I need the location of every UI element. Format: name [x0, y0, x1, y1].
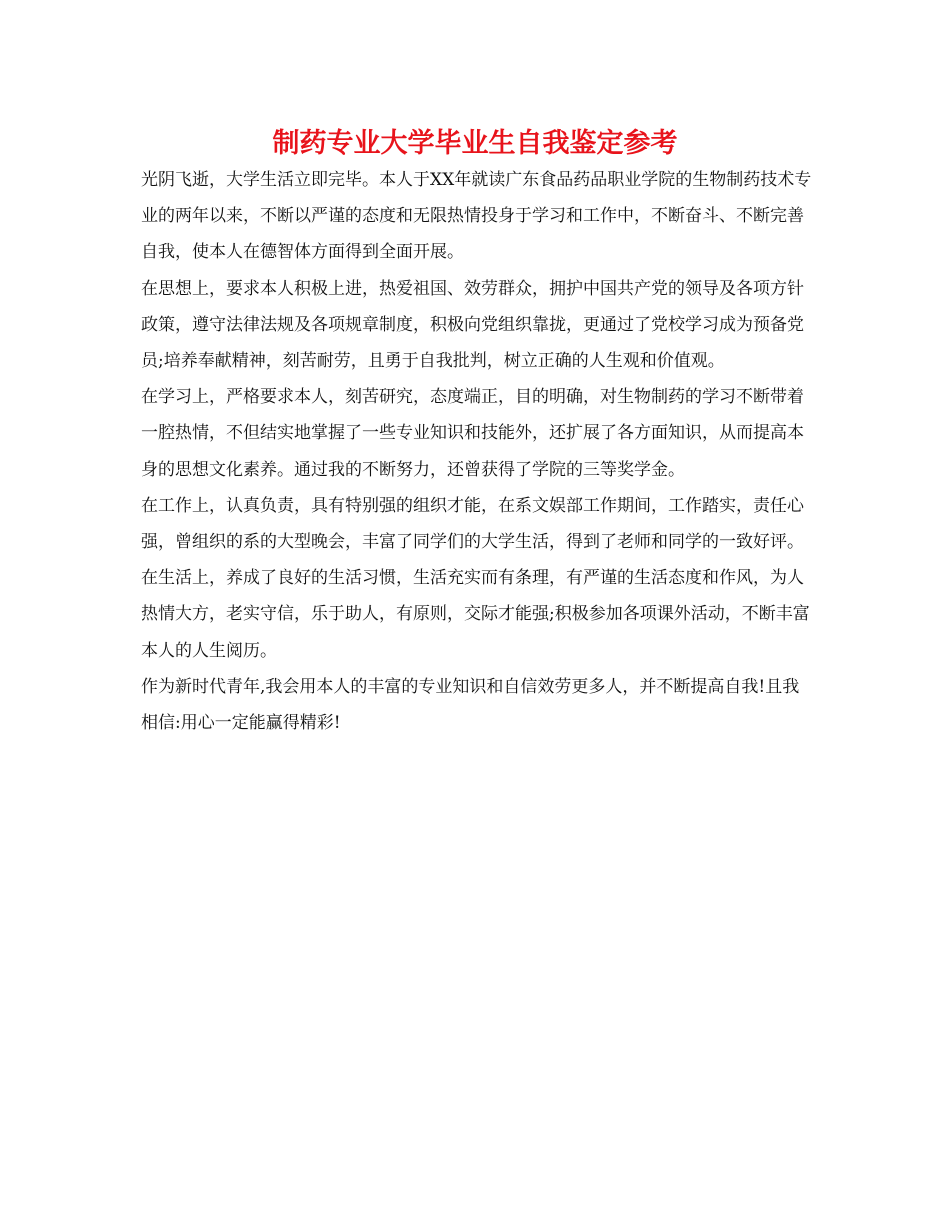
- paragraph-intro: 光阴飞逝，大学生活立即完毕。本人于XX年就读广东食品药品职业学院的生物制药技术专业的两年以来，不断以严谨的态度和无限热情投身于学习和工作中，不断奋斗、不断完善自我，使本人在德智体方面得到全面开展。: [141, 170, 812, 263]
- paragraph-conclusion: 作为新时代青年,我会用本人的丰富的专业知识和自信效劳更多人，并不断提高自我!且我相信:用心一定能赢得精彩!: [141, 676, 800, 734]
- paragraph-ideology: 在思想上，要求本人积极上进，热爱祖国、效劳群众，拥护中国共产党的领导及各项方针政策，遵守法律法规及各项规章制度，积极向党组织靠拢，更通过了党校学习成为预备党员;培养奉献精神，刻苦耐劳，且勇于自我批判，树立正确的人生观和价值观。: [141, 278, 804, 372]
- paragraph-work: 在工作上，认真负责，具有特别强的组织才能，在系文娱部工作期间，工作踏实，责任心强，曾组织的系的大型晚会，丰富了同学们的大学生活，得到了老师和同学的一致好评。: [141, 495, 804, 553]
- document-body: [141, 162, 813, 741]
- paragraph-life: 在生活上，养成了良好的生活习惯，生活充实而有条理，有严谨的生活态度和作风，为人热情大方，老实守信，乐于助人，有原则，交际才能强;积极参加各项课外活动，不断丰富本人的人生阅历。: [141, 568, 810, 661]
- paragraph-study: 在学习上，严格要求本人，刻苦研究，态度端正，目的明确，对生物制药的学习不断带着一腔热情，不但结实地掌握了一些专业知识和技能外，还扩展了各方面知识，从而提高本身的思想文化素养。通过我的不断努力，还曾获得了学院的三等奖学金。: [141, 387, 804, 480]
- document-title: 制药专业大学毕业生自我鉴定参考: [272, 128, 678, 159]
